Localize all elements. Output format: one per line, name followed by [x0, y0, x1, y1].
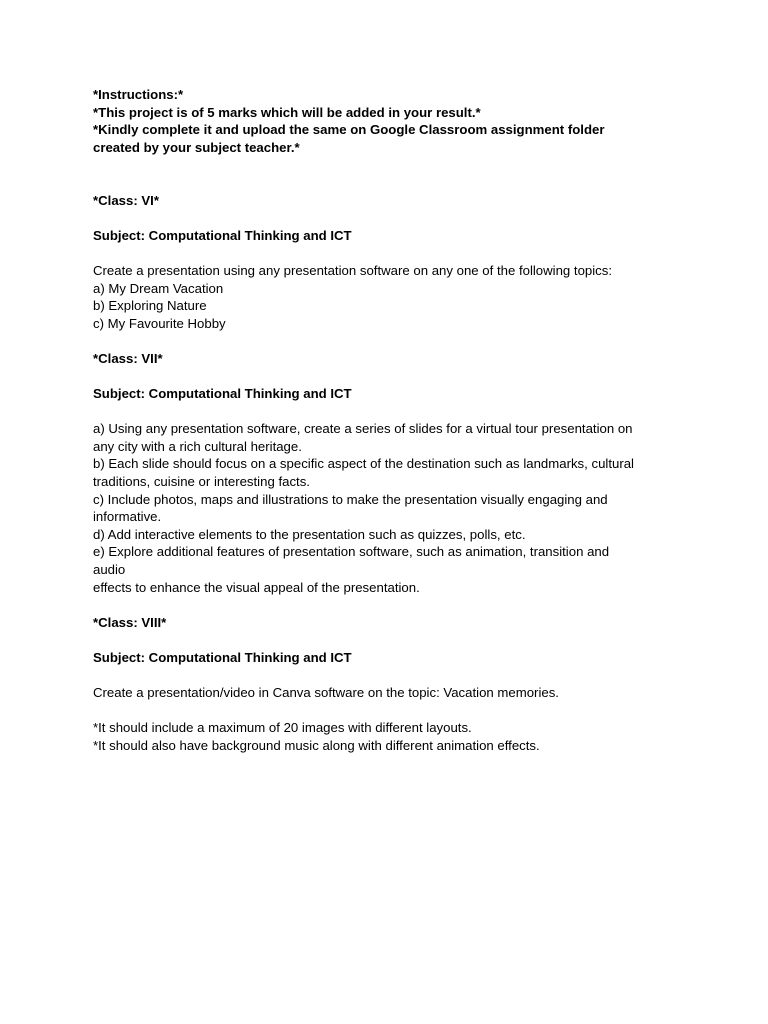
class-viii-note: *It should also have background music along with different animation effects. — [93, 737, 540, 753]
class-vii-line: c) Include photos, maps and illustrations to make the presentation visually engaging and — [93, 491, 608, 507]
class-vi-topic-b: b) Exploring Nature — [93, 298, 207, 314]
instructions-heading: *Instructions:* — [93, 87, 184, 102]
instructions-upload-note-line1: *Kindly complete it and upload the same on Google Classroom assignment folder — [93, 122, 605, 138]
instructions-upload-note-line2: created by your subject teacher.* — [93, 139, 300, 155]
class-vii-line: audio — [93, 562, 126, 578]
class-viii-intro: Create a presentation/video in Canva software on the topic: Vacation memories. — [93, 685, 559, 701]
class-vii-line: informative. — [93, 509, 162, 525]
class-vii-line: b) Each slide should focus on a specific aspect of the destination such as landmarks, cultural — [93, 456, 634, 472]
spacer — [93, 631, 693, 649]
class-vi-topic-c: c) My Favourite Hobby — [93, 315, 226, 331]
class-vii-line: a) Using any presentation software, create a series of slides for a virtual tour presentation on — [93, 421, 633, 437]
spacer — [93, 368, 693, 386]
class-vi-subject: Subject: Computational Thinking and ICT — [93, 227, 352, 243]
class-vi-topic-a: a) My Dream Vacation — [93, 280, 224, 296]
class-viii-subject: Subject: Computational Thinking and ICT — [93, 650, 352, 665]
spacer — [93, 403, 693, 421]
spacer — [93, 332, 693, 350]
class-vii-line: effects to enhance the visual appeal of the presentation. — [93, 579, 420, 595]
class-viii-heading: *Class: VIII* — [93, 614, 167, 630]
spacer — [93, 244, 693, 262]
class-vii-heading: *Class: VII* — [93, 350, 163, 366]
spacer — [93, 702, 693, 720]
spacer — [93, 156, 693, 191]
class-vi-intro: Create a presentation using any presentation software on any one of the following topics: — [93, 262, 613, 278]
class-viii-note: *It should include a maximum of 20 images with different layouts. — [93, 720, 472, 736]
class-vi-heading: *Class: VI* — [93, 192, 159, 208]
class-vii-line: traditions, cuisine or interesting facts. — [93, 474, 310, 490]
class-vii-line: e) Explore additional features of presentation software, such as animation, transition and — [93, 544, 610, 560]
document-page — [93, 86, 693, 755]
class-vii-subject: Subject: Computational Thinking and ICT — [93, 386, 352, 402]
spacer — [93, 596, 693, 614]
spacer — [93, 667, 693, 685]
class-vii-line: d) Add interactive elements to the presentation such as quizzes, polls, etc. — [93, 526, 526, 542]
instructions-marks-note: *This project is of 5 marks which will be added in your result.* — [93, 104, 481, 120]
spacer — [93, 209, 693, 227]
class-vii-line: any city with a rich cultural heritage. — [93, 438, 302, 454]
